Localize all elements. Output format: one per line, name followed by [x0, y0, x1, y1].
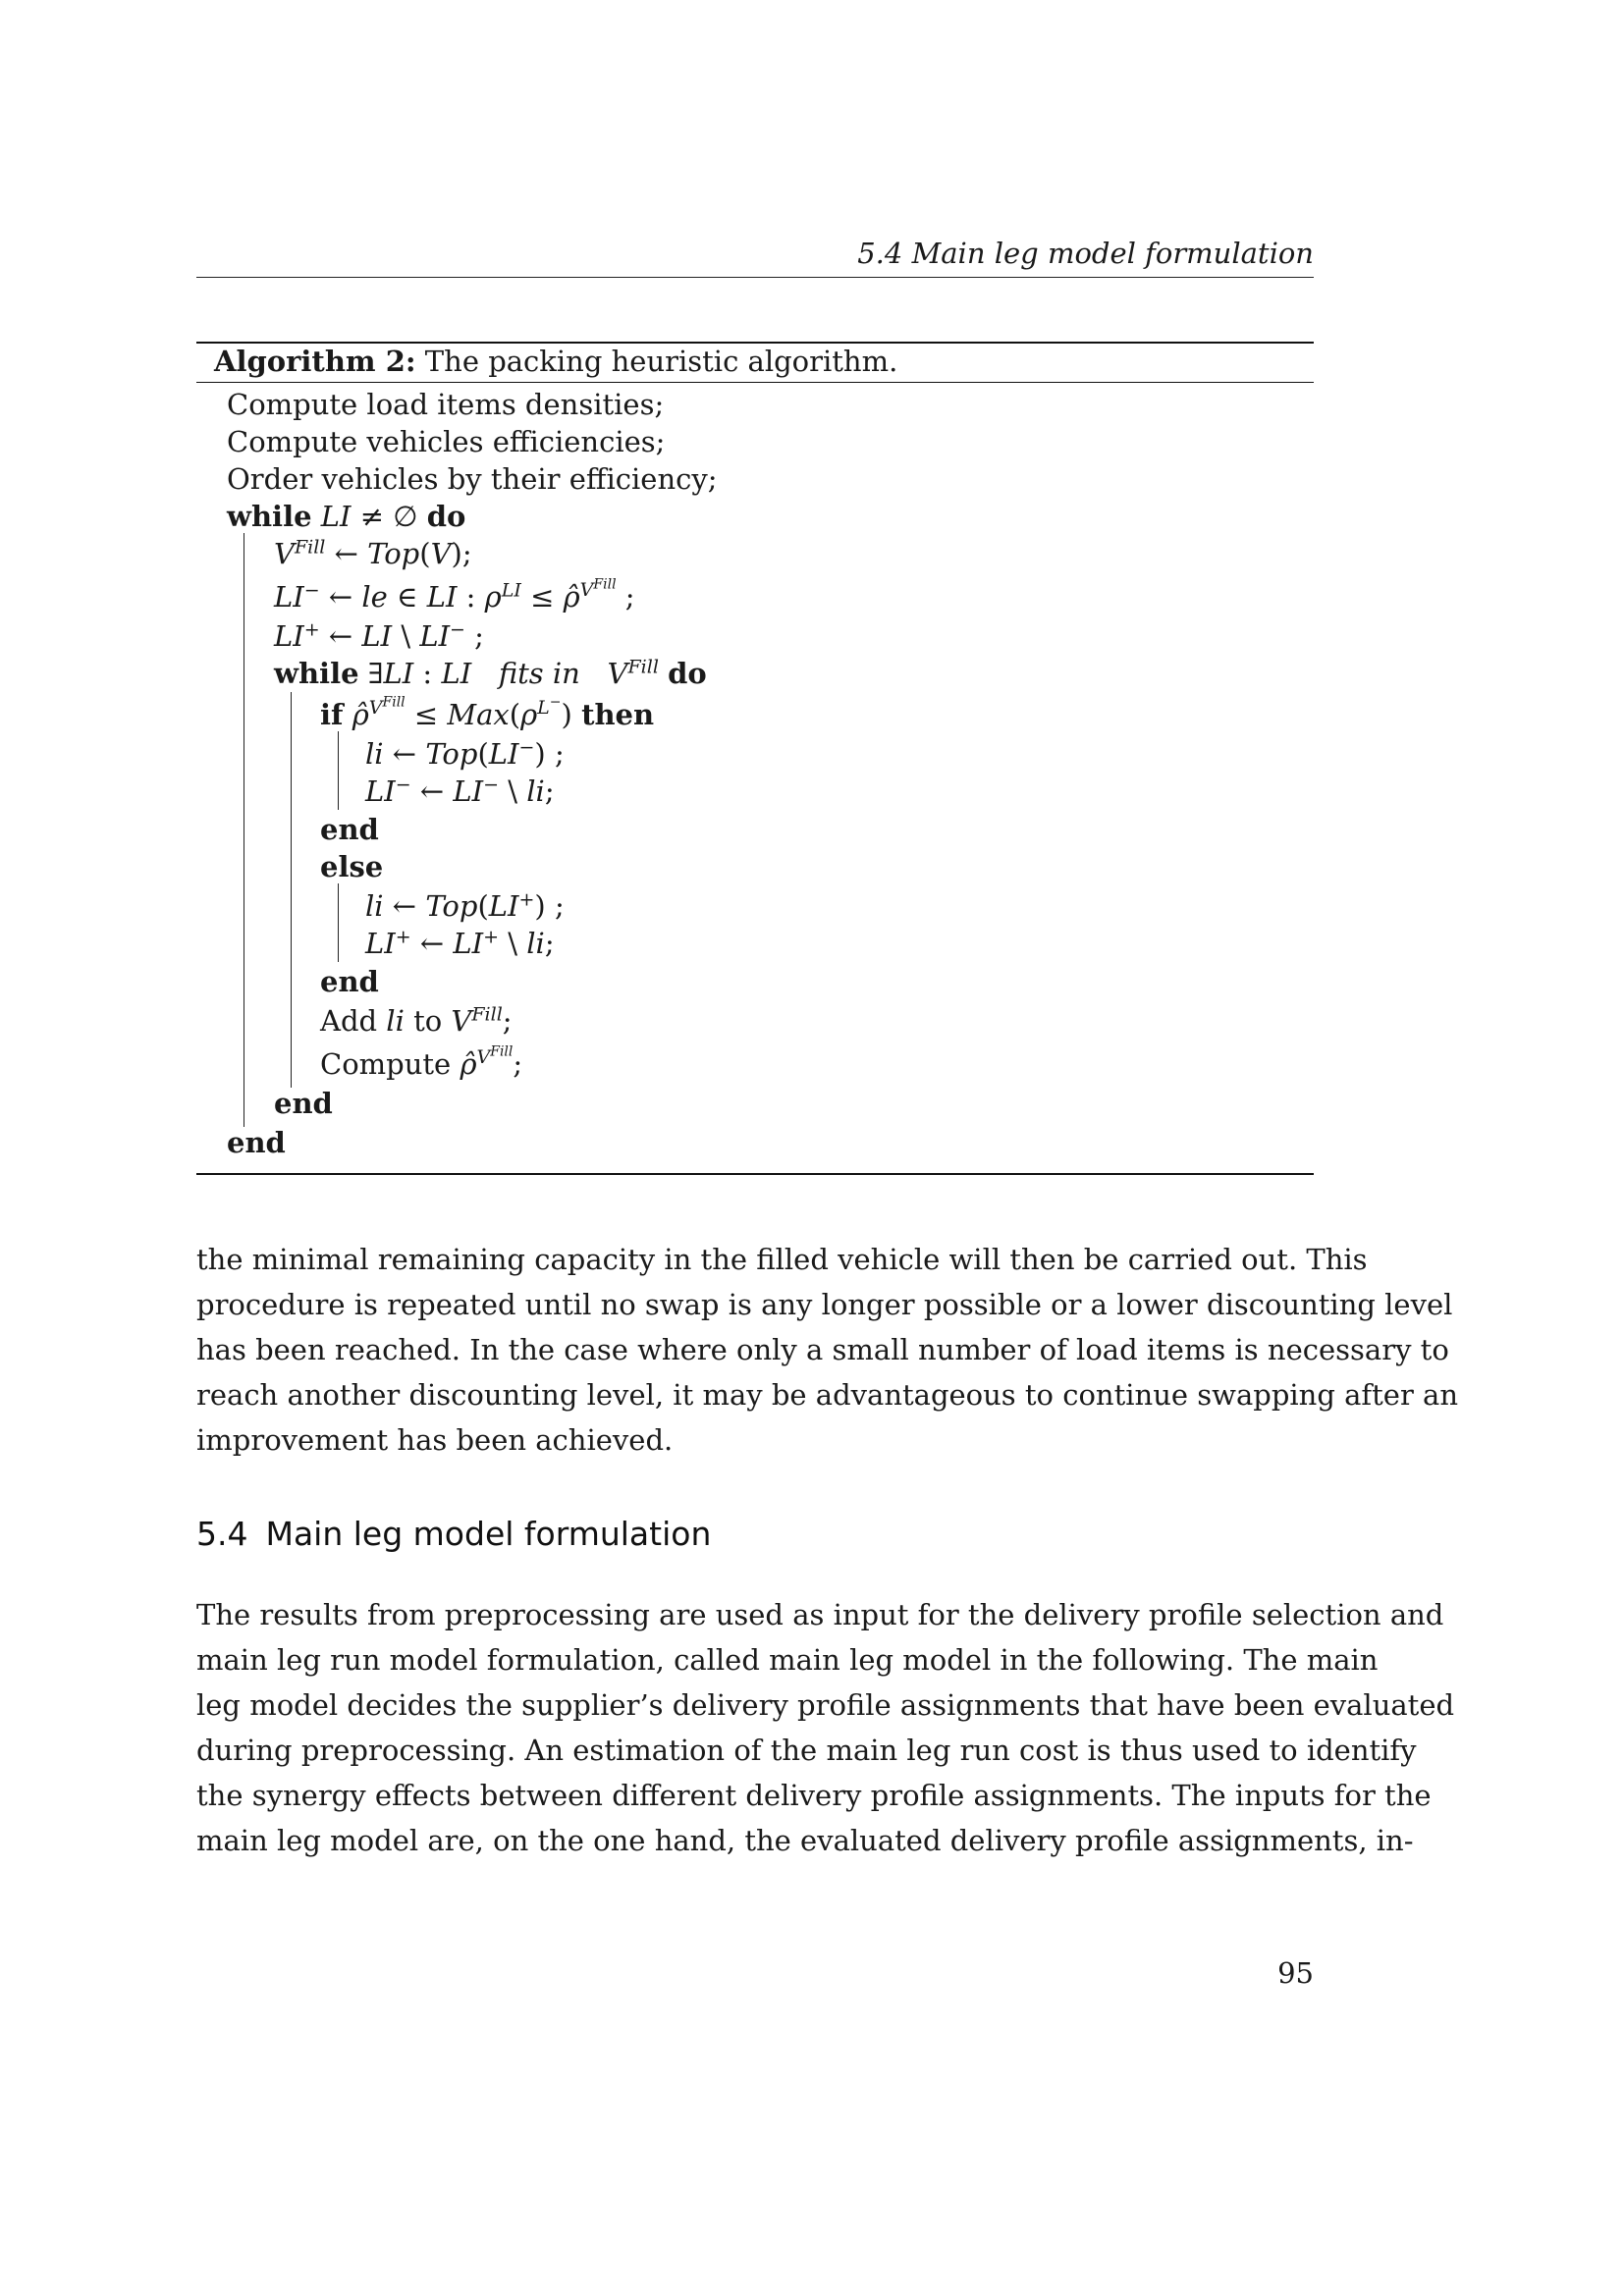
- algo-line-li-minus-remove: LI− ← LI− \ li;: [365, 774, 555, 808]
- paragraph-1-line: the minimal remaining capacity in the filled vehicle will then be carried out. This: [196, 1243, 1368, 1276]
- algo-line-end-else: end: [320, 965, 379, 998]
- paragraph-2-line: the synergy effects between different delivery profile assignments. The inputs for the: [196, 1779, 1432, 1812]
- algo-line-3: Order vehicles by their efficiency;: [227, 462, 718, 496]
- paragraph-2-line: leg model decides the supplier’s delivery profile assignments that have been evaluated: [196, 1688, 1455, 1722]
- algo-line-2: Compute vehicles efficiencies;: [227, 425, 666, 458]
- algo-line-li-plus: LI+ ← LI \ LI− ;: [274, 618, 484, 653]
- paragraph-2-line: main leg run model formulation, called main leg model in the following. The main: [196, 1643, 1379, 1677]
- algorithm-caption-rule: [196, 382, 1314, 383]
- algo-line-li-plus-remove: LI+ ← LI+ \ li;: [365, 926, 555, 960]
- algo-line-vfill-top: $V^{Fill}$ ← Top(V);: [274, 536, 472, 570]
- paragraph-1-line: reach another discounting level, it may be advantageous to continue swapping after an: [196, 1378, 1459, 1412]
- paragraph-2-line: The results from preprocessing are used as input for the delivery profile selection and: [196, 1598, 1444, 1631]
- algo-line-li-top-plus: li ← Top(LI+) ;: [365, 888, 565, 923]
- algo-line-while-inner: while ∃LI : LI fits in $V^{Fill}$ do: [274, 656, 707, 690]
- algorithm-caption-text: The packing heuristic algorithm.: [424, 345, 898, 378]
- algo-line-else: else: [320, 850, 384, 883]
- header-rule: [196, 277, 1314, 278]
- paragraph-2: [196, 1592, 1455, 1863]
- algorithm-label: Algorithm 2:: [214, 345, 416, 378]
- if-bar: [338, 731, 339, 810]
- section-number: 5.4: [196, 1515, 248, 1553]
- algorithm-bottom-rule: [196, 1173, 1314, 1175]
- algo-line-add: Add li to $V^{Fill}$;: [320, 1003, 513, 1038]
- while-inner-bar: [291, 692, 292, 1088]
- algo-line-end-if: end: [320, 813, 379, 846]
- else-bar: [338, 883, 339, 962]
- paragraph-1-line: improvement has been achieved.: [196, 1423, 674, 1457]
- section-heading: [196, 1512, 711, 1557]
- algo-line-end-while-outer: end: [227, 1126, 286, 1159]
- section-title: Main leg model formulation: [265, 1515, 712, 1553]
- algo-line-compute-rho: Compute ρ̂$^{V^{Fill}}$;: [320, 1044, 523, 1081]
- algo-line-if: if ρ̂$^{V^{Fill}}$ ≤ $Max(\rho^{L^-})$ then: [320, 695, 655, 731]
- page-number: 95: [1277, 1956, 1314, 1990]
- paragraph-2-line: during preprocessing. An estimation of the main leg run cost is thus used to identify: [196, 1734, 1417, 1767]
- algorithm-caption: [214, 342, 897, 381]
- algo-line-end-while-inner: end: [274, 1087, 333, 1120]
- algo-line-while-outer: while LI ≠ ∅ do: [227, 500, 466, 533]
- paragraph-2-line: main leg model are, on the one hand, the evaluated delivery profile assignments, in-: [196, 1824, 1414, 1857]
- paragraph-1-line: has been reached. In the case where only a small number of load items is necessary to: [196, 1333, 1449, 1366]
- paragraph-1-line: procedure is repeated until no swap is any longer possible or a lower discounting level: [196, 1288, 1453, 1321]
- paragraph-1: [196, 1237, 1459, 1463]
- algo-line-1: Compute load items densities;: [227, 388, 665, 421]
- algo-line-li-top-minus: li ← Top(LI−) ;: [365, 736, 565, 771]
- algo-line-li-minus: LI− ← le ∈ LI : $\rho^{LI}$ ≤ ρ̂$^{V^{Fill}}$ ;: [274, 577, 635, 614]
- running-header: 5.4 Main leg model formulation: [857, 237, 1314, 270]
